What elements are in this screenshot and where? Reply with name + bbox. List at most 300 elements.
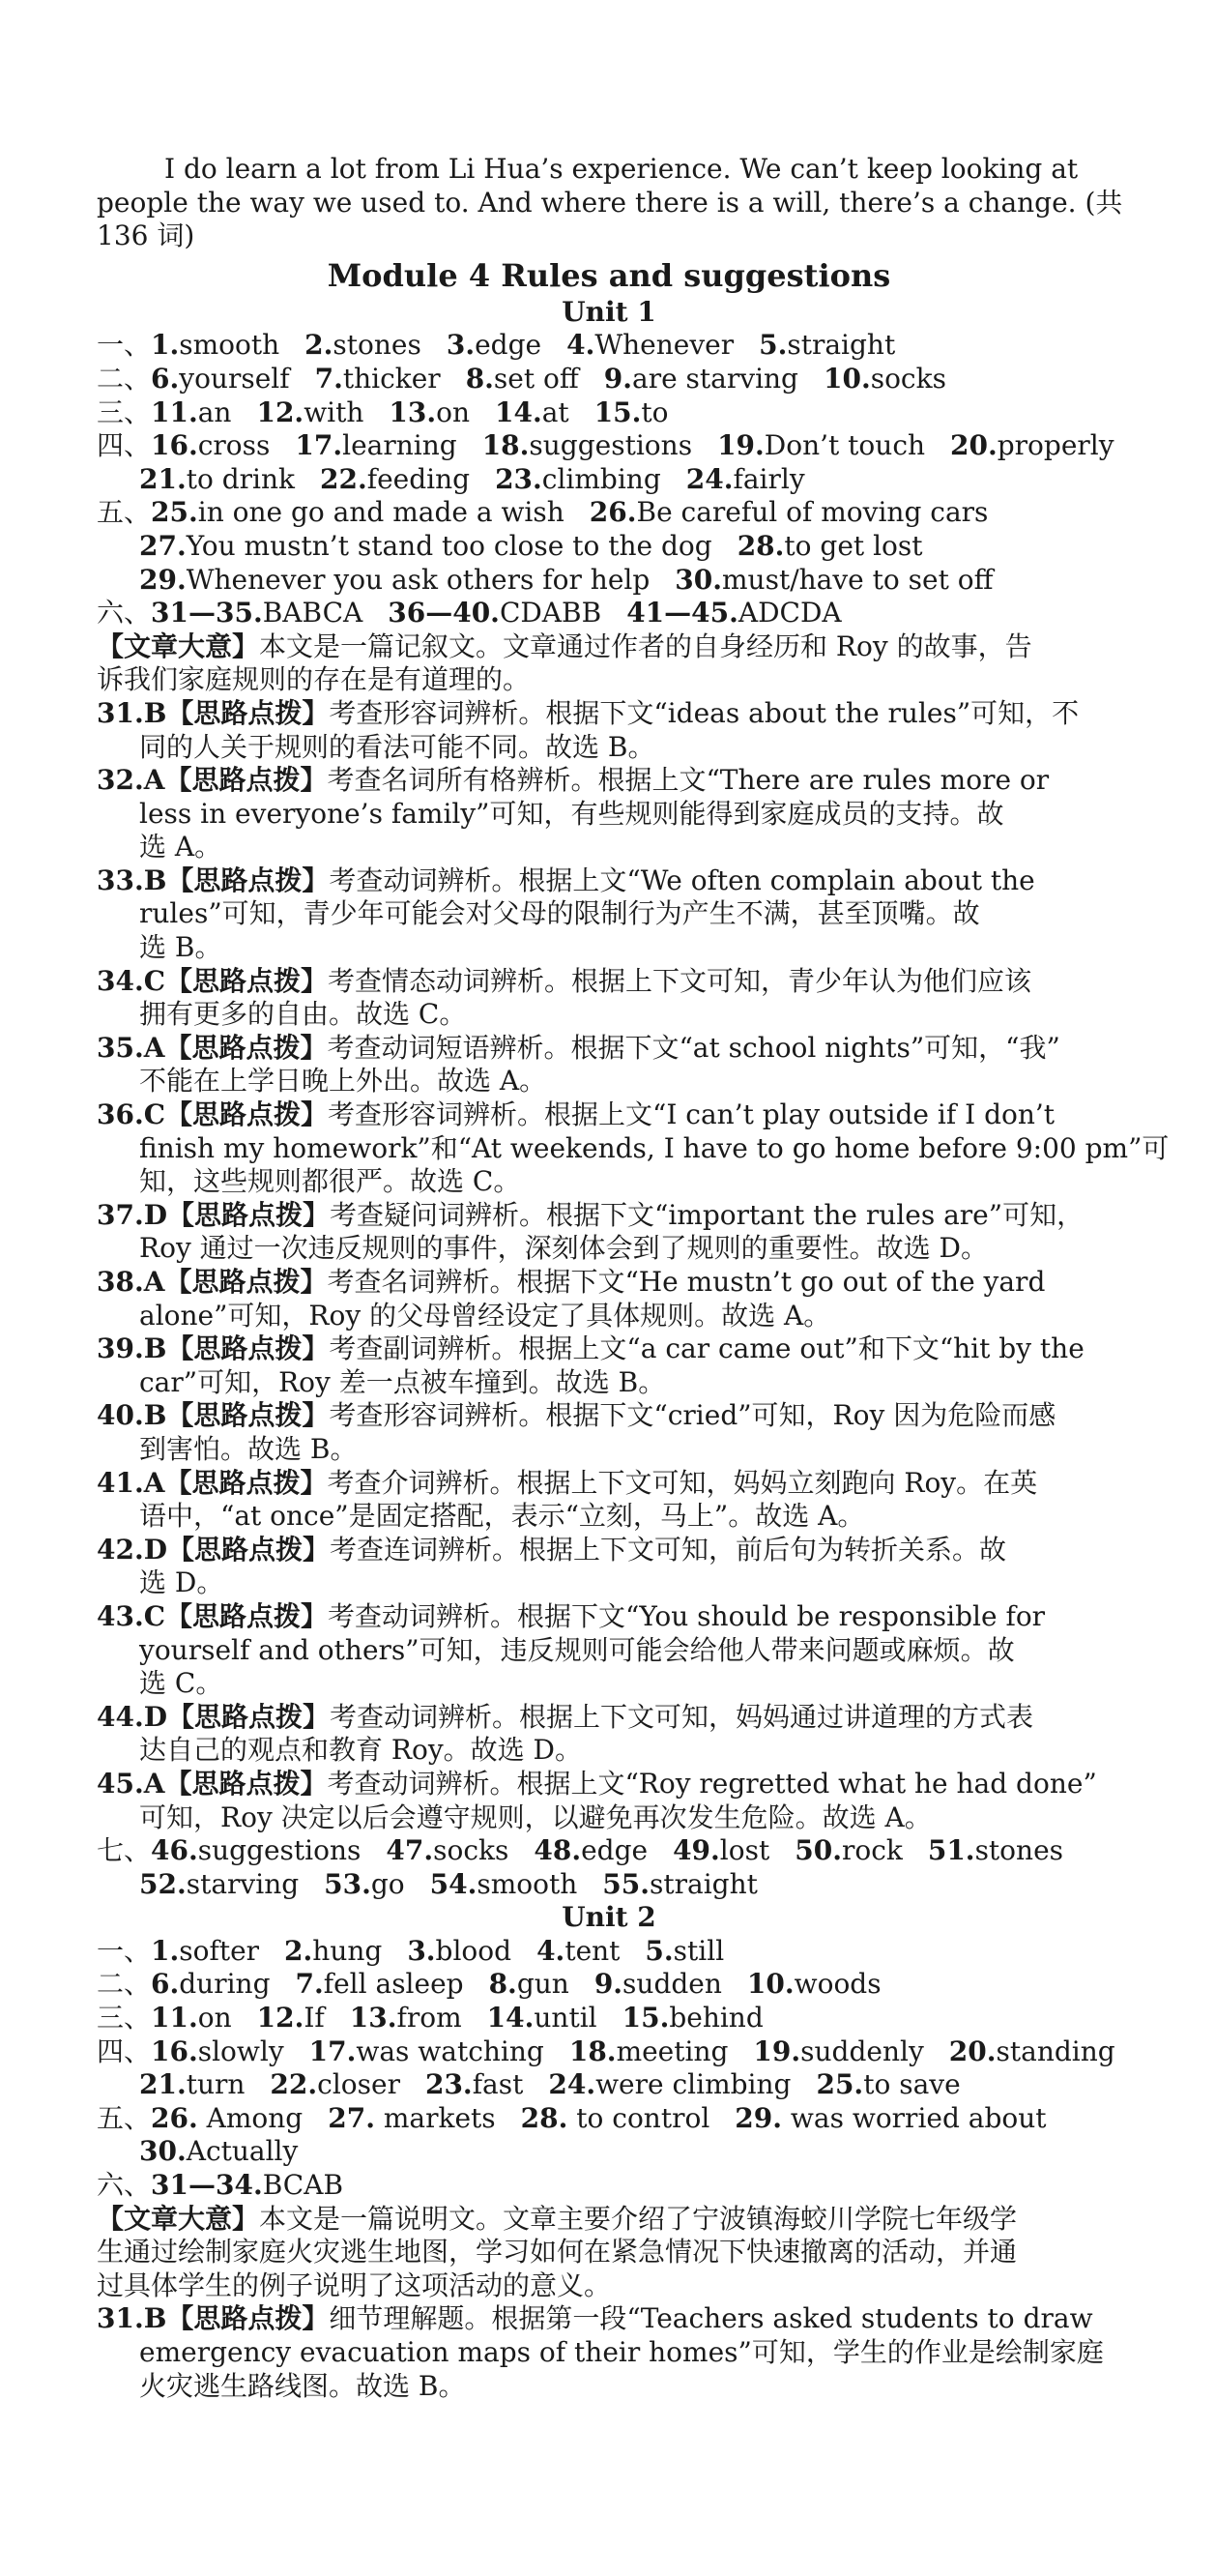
analysis-line bbox=[97, 1199, 1121, 1233]
question-number: 22. bbox=[270, 2068, 318, 2101]
question-number: 20. bbox=[948, 2034, 997, 2067]
answer-text: during bbox=[179, 1968, 271, 2001]
answer-text: suddenly bbox=[800, 2034, 924, 2067]
answer-row bbox=[97, 530, 1121, 564]
question-number: 52. bbox=[139, 1867, 187, 1900]
section-marker: 三、 bbox=[97, 395, 152, 428]
analysis-text: rules”可知，青少年可能会对父母的限制行为产生不满，甚至顶嘴。故 bbox=[139, 897, 980, 930]
question-number: 14. bbox=[495, 395, 542, 428]
answer-text: set off bbox=[493, 362, 579, 395]
analysis-answer: 37.D bbox=[97, 1198, 167, 1231]
question-number: 19. bbox=[717, 429, 765, 462]
analysis-answer: 45.A bbox=[97, 1767, 165, 1800]
answer-row bbox=[97, 597, 1121, 630]
summary-line: 诉我们家庭规则的存在是有道理的。 bbox=[97, 663, 531, 696]
analysis-line bbox=[97, 1634, 1121, 1668]
analysis-line bbox=[97, 897, 1121, 931]
analysis-answer: 31.B bbox=[97, 696, 167, 729]
question-number: 12. bbox=[256, 2002, 304, 2034]
question-number: 24. bbox=[548, 2068, 596, 2101]
analysis-tag: 【思路点拨】 bbox=[166, 864, 330, 896]
section-marker: 六、 bbox=[97, 597, 152, 629]
analysis-tag: 【思路点拨】 bbox=[165, 964, 329, 997]
analysis-tag: 【思路点拨】 bbox=[164, 1266, 328, 1298]
question-number: 18. bbox=[481, 429, 530, 462]
answer-text: fell asleep bbox=[323, 1968, 464, 2001]
answer-text: rock bbox=[841, 1834, 903, 1867]
analysis-line bbox=[97, 1131, 1170, 1166]
analysis-text: 考查连词辨析。根据上下文可知，前后句为转折关系。故 bbox=[330, 1533, 1007, 1566]
question-number: 18. bbox=[568, 2034, 617, 2067]
analysis-text: 考查情态动词辨析。根据上下文可知，青少年认为他们应该 bbox=[328, 964, 1032, 997]
answer-row bbox=[97, 329, 1121, 363]
answer-row bbox=[97, 396, 1121, 430]
analysis-tag: 【思路点拨】 bbox=[165, 1098, 329, 1131]
unit-title: Unit 2 bbox=[562, 1901, 656, 1934]
analysis-text: 拥有更多的自由。故选 C。 bbox=[139, 998, 467, 1031]
analysis-tag: 【思路点拨】 bbox=[164, 1466, 328, 1499]
analysis-tag: 【思路点拨】 bbox=[167, 1700, 331, 1733]
answer-text: properly bbox=[997, 429, 1114, 462]
answer-text: was worried about bbox=[782, 2101, 1047, 2134]
answer-text: cross bbox=[197, 429, 271, 462]
question-number: 25. bbox=[816, 2068, 864, 2101]
answer-text: until bbox=[534, 2002, 597, 2034]
analysis-tag: 【思路点拨】 bbox=[166, 2302, 330, 2335]
answer-text: BABCA bbox=[262, 597, 363, 629]
question-number: 17. bbox=[295, 429, 343, 462]
answer-text: from bbox=[396, 2002, 462, 2034]
answer-row bbox=[97, 463, 1121, 497]
answer-text: hung bbox=[312, 1934, 383, 1967]
answer-text: still bbox=[673, 1934, 725, 1967]
analysis-text: 细节理解题。根据第一段“Teachers asked students to draw bbox=[329, 2302, 1093, 2335]
analysis-line bbox=[97, 998, 1121, 1032]
answer-text: yourself bbox=[179, 362, 290, 395]
answer-text: Whenever bbox=[594, 329, 735, 362]
answer-row bbox=[97, 2002, 1121, 2035]
answer-text: If bbox=[304, 2002, 325, 2034]
analysis-line bbox=[97, 731, 1121, 765]
summary-line: 过具体学生的例子说明了这项活动的意义。 bbox=[97, 2269, 612, 2301]
question-number: 10. bbox=[746, 1968, 795, 2001]
analysis-answer: 42.D bbox=[97, 1533, 167, 1566]
analysis-text: 考查介词辨析。根据上下文可知，妈妈立刻跑向 Roy。在英 bbox=[327, 1466, 1038, 1499]
answer-row bbox=[97, 2169, 1121, 2203]
answer-text: learning bbox=[342, 429, 457, 462]
section-marker: 一、 bbox=[97, 1934, 152, 1967]
analysis-text: yourself and others”可知，违反规则可能会给他人带来问题或麻烦。故 bbox=[139, 1633, 1015, 1666]
answer-text: Don’t touch bbox=[764, 429, 926, 462]
analysis-text: 到害怕。故选 B。 bbox=[139, 1432, 358, 1465]
answer-text: blood bbox=[435, 1934, 512, 1967]
question-number: 14. bbox=[486, 2002, 535, 2034]
summary-text: 本文是一篇说明文。文章主要介绍了宁波镇海蛟川学院七年级学 bbox=[259, 2202, 1018, 2235]
question-number: 11. bbox=[151, 2002, 198, 2034]
answer-text: stones bbox=[333, 329, 421, 362]
answer-row bbox=[97, 1834, 1121, 1868]
analysis-line bbox=[97, 965, 1121, 999]
analysis-answer: 36.C bbox=[97, 1098, 165, 1131]
analysis-tag: 【思路点拨】 bbox=[166, 1399, 330, 1432]
analysis-answer: 31.B bbox=[97, 2302, 167, 2335]
question-number: 55. bbox=[602, 1867, 651, 1900]
question-number: 19. bbox=[753, 2034, 801, 2067]
question-number: 15. bbox=[593, 395, 642, 428]
analysis-answer: 41.A bbox=[97, 1466, 165, 1499]
summary-tag: 【文章大意】 bbox=[97, 2202, 260, 2235]
question-number: 21. bbox=[139, 2068, 187, 2101]
answer-text: to get lost bbox=[784, 529, 923, 562]
analysis-tag: 【思路点拨】 bbox=[167, 1198, 331, 1231]
answer-text: Whenever you ask others for help bbox=[186, 563, 651, 596]
section-marker: 四、 bbox=[97, 429, 152, 462]
question-number: 16. bbox=[151, 2034, 198, 2067]
answer-row bbox=[97, 2035, 1121, 2069]
analysis-answer: 34.C bbox=[97, 964, 165, 997]
question-number: 27. bbox=[328, 2101, 375, 2134]
analysis-text: 选 C。 bbox=[139, 1667, 223, 1700]
analysis-line bbox=[97, 1232, 1121, 1266]
question-number: 8. bbox=[465, 362, 494, 395]
module-title: Module 4 Rules and suggestions bbox=[327, 256, 891, 294]
question-number: 49. bbox=[673, 1834, 720, 1867]
question-number: 50. bbox=[795, 1834, 842, 1867]
question-number: 21. bbox=[139, 462, 187, 495]
section-marker: 四、 bbox=[97, 2034, 152, 2067]
analysis-line bbox=[97, 1534, 1121, 1567]
analysis-text: 选 B。 bbox=[139, 931, 222, 964]
answer-text: markets bbox=[374, 2101, 496, 2134]
section-marker: 六、 bbox=[97, 2169, 152, 2202]
answer-text: straight bbox=[787, 329, 896, 362]
answer-text: on bbox=[436, 395, 471, 428]
analysis-line bbox=[97, 831, 1121, 864]
section-marker: 一、 bbox=[97, 329, 152, 362]
answer-text: turn bbox=[186, 2068, 246, 2101]
analysis-line bbox=[97, 1399, 1121, 1433]
analysis-line bbox=[97, 1667, 1121, 1701]
answer-text: smooth bbox=[179, 329, 280, 362]
analysis-line bbox=[97, 798, 1121, 832]
analysis-answer: 43.C bbox=[97, 1599, 165, 1632]
section-marker: 七、 bbox=[97, 1834, 152, 1867]
analysis-text: 同的人关于规则的看法可能不同。故选 B。 bbox=[139, 730, 655, 763]
answer-text: thicker bbox=[342, 362, 441, 395]
answer-text: slowly bbox=[197, 2034, 284, 2067]
analysis-text: 考查名词辨析。根据下文“He mustn’t go out of the yard bbox=[327, 1266, 1046, 1298]
answer-text: starving bbox=[186, 1867, 300, 1900]
analysis-line bbox=[97, 1801, 1121, 1835]
analysis-line bbox=[97, 1566, 1121, 1600]
question-number: 17. bbox=[308, 2034, 357, 2067]
question-number: 5. bbox=[759, 329, 788, 362]
analysis-line bbox=[97, 764, 1121, 798]
analysis-line bbox=[97, 1366, 1121, 1400]
analysis-line bbox=[97, 2336, 1121, 2370]
analysis-answer: 44.D bbox=[97, 1700, 167, 1733]
answer-text: with bbox=[304, 395, 364, 428]
analysis-line bbox=[97, 931, 1121, 965]
analysis-line bbox=[97, 1065, 1121, 1098]
answer-row bbox=[97, 496, 1121, 530]
question-number: 3. bbox=[407, 1934, 436, 1967]
answer-text: fairly bbox=[733, 462, 805, 495]
question-number: 1. bbox=[151, 1934, 180, 1967]
analysis-text: 考查疑问词辨析。根据下文“important the rules are”可知， bbox=[330, 1198, 1085, 1231]
analysis-text: 火灾逃生路线图。故选 B。 bbox=[139, 2369, 466, 2402]
summary-line: 生通过绘制家庭火灾逃生地图，学习如何在紧急情况下快速撤离的活动，并通 bbox=[97, 2236, 1018, 2269]
answer-row bbox=[97, 1868, 1121, 1902]
answer-text: at bbox=[541, 395, 569, 428]
question-number: 25. bbox=[151, 496, 198, 529]
answer-text: suggestions bbox=[529, 429, 693, 462]
question-number: 36—40. bbox=[388, 597, 500, 629]
answer-text: straight bbox=[650, 1867, 758, 1900]
analysis-tag: 【思路点拨】 bbox=[165, 1599, 329, 1632]
answer-text: are starving bbox=[632, 362, 798, 395]
answer-text: an bbox=[197, 395, 232, 428]
answer-text: must/have to set off bbox=[722, 563, 994, 596]
answer-text: meeting bbox=[616, 2034, 729, 2067]
summary-tag: 【文章大意】 bbox=[97, 629, 260, 662]
answer-text: to drink bbox=[186, 462, 295, 495]
question-number: 10. bbox=[823, 362, 871, 395]
section-marker: 三、 bbox=[97, 2002, 152, 2034]
question-number: 26. bbox=[151, 2101, 198, 2134]
analysis-line bbox=[97, 1165, 1121, 1199]
question-number: 8. bbox=[488, 1968, 517, 2001]
question-number: 46. bbox=[151, 1834, 198, 1867]
question-number: 41—45. bbox=[626, 597, 738, 629]
analysis-tag: 【思路点拨】 bbox=[164, 1031, 328, 1064]
analysis-line bbox=[97, 697, 1121, 731]
analysis-line bbox=[97, 1600, 1121, 1634]
analysis-text: car”可知，Roy 差一点被车撞到。故选 B。 bbox=[139, 1365, 666, 1398]
answer-text: smooth bbox=[477, 1867, 578, 1900]
answer-row bbox=[97, 1935, 1121, 1969]
answer-text: climbing bbox=[541, 462, 661, 495]
analysis-text: 达自己的观点和教育 Roy。故选 D。 bbox=[139, 1734, 583, 1767]
analysis-text: 考查动词辨析。根据下文“You should be responsible for bbox=[328, 1599, 1046, 1632]
question-number: 7. bbox=[295, 1968, 324, 2001]
question-number: 6. bbox=[151, 1968, 180, 2001]
answer-text: in one go and made a wish bbox=[197, 496, 564, 529]
analysis-line bbox=[97, 2370, 1121, 2404]
intro-line: I do learn a lot from Li Hua’s experience. We can’t keep looking at bbox=[164, 153, 1079, 185]
question-number: 23. bbox=[424, 2068, 473, 2101]
analysis-text: alone”可知，Roy 的父母曾经设定了具体规则。故选 A。 bbox=[139, 1299, 831, 1332]
analysis-line bbox=[97, 1500, 1121, 1534]
question-number: 20. bbox=[950, 429, 998, 462]
analysis-line bbox=[97, 1098, 1121, 1132]
analysis-line bbox=[97, 1266, 1121, 1300]
question-number: 30. bbox=[139, 2135, 187, 2168]
answer-text: to control bbox=[567, 2101, 710, 2134]
intro-line: people the way we used to. And where there is a will, there’s a change. (共 bbox=[97, 186, 1123, 219]
analysis-text: 考查副词辨析。根据上文“a car came out”和下文“hit by the bbox=[329, 1332, 1085, 1365]
summary-line bbox=[97, 630, 1121, 664]
question-number: 27. bbox=[139, 529, 187, 562]
answer-text: softer bbox=[179, 1934, 260, 1967]
analysis-text: 考查形容词辨析。根据下文“cried”可知，Roy 因为危险而感 bbox=[329, 1399, 1056, 1432]
analysis-text: 选 D。 bbox=[139, 1566, 224, 1599]
answer-text: behind bbox=[669, 2002, 764, 2034]
analysis-text: 语中，“at once”是固定搭配，表示“立刻，马上”。故选 A。 bbox=[139, 1500, 865, 1533]
answer-text: You mustn’t stand too close to the dog bbox=[186, 529, 712, 562]
unit-title: Unit 1 bbox=[562, 295, 656, 328]
analysis-text: 选 A。 bbox=[139, 831, 222, 864]
analysis-tag: 【思路点拨】 bbox=[166, 696, 330, 729]
question-number: 5. bbox=[645, 1934, 674, 1967]
analysis-tag: 【思路点拨】 bbox=[164, 1767, 328, 1800]
question-number: 24. bbox=[685, 462, 734, 495]
analysis-text: 考查动词短语辨析。根据下文“at school nights”可知，“我” bbox=[327, 1031, 1060, 1064]
answer-text: woods bbox=[794, 1968, 882, 2001]
answer-text: on bbox=[197, 2002, 232, 2034]
answer-text: BCAB bbox=[262, 2169, 344, 2202]
question-number: 1. bbox=[151, 329, 180, 362]
page-content bbox=[97, 153, 1170, 2403]
analysis-list bbox=[97, 696, 1170, 1834]
analysis-tag: 【思路点拨】 bbox=[166, 1332, 330, 1365]
question-number: 3. bbox=[446, 329, 476, 362]
analysis-answer: 32.A bbox=[97, 764, 165, 797]
intro-line: 136 词) bbox=[97, 220, 195, 252]
analysis-text: 考查动词辨析。根据上下文可知，妈妈通过讲道理的方式表 bbox=[330, 1700, 1034, 1733]
answer-row bbox=[97, 363, 1121, 396]
question-number: 6. bbox=[151, 362, 180, 395]
analysis-line bbox=[97, 1032, 1121, 1066]
analysis-line bbox=[97, 1467, 1121, 1501]
answer-text: to bbox=[641, 395, 669, 428]
answer-text: socks bbox=[870, 362, 946, 395]
answer-text: CDABB bbox=[499, 597, 602, 629]
analysis-list bbox=[97, 2302, 1121, 2403]
question-number: 29. bbox=[139, 563, 187, 596]
question-number: 9. bbox=[593, 1968, 623, 2001]
answer-text: gun bbox=[516, 1968, 569, 2001]
answer-text: socks bbox=[433, 1834, 509, 1867]
answer-row bbox=[97, 429, 1121, 463]
analysis-line bbox=[97, 1332, 1121, 1366]
question-number: 22. bbox=[320, 462, 367, 495]
answer-text: was watching bbox=[356, 2034, 544, 2067]
answer-text: edge bbox=[581, 1834, 649, 1867]
section-marker: 二、 bbox=[97, 362, 152, 395]
question-number: 31—34. bbox=[151, 2169, 263, 2202]
analysis-tag: 【思路点拨】 bbox=[167, 1533, 331, 1566]
question-number: 7. bbox=[314, 362, 343, 395]
answer-text: fast bbox=[472, 2068, 524, 2101]
answer-text: were climbing bbox=[595, 2068, 792, 2101]
analysis-answer: 38.A bbox=[97, 1266, 165, 1298]
answer-text: feeding bbox=[366, 462, 471, 495]
question-number: 23. bbox=[495, 462, 542, 495]
answer-row bbox=[97, 2068, 1121, 2102]
answer-text: standing bbox=[996, 2034, 1115, 2067]
analysis-answer: 35.A bbox=[97, 1031, 165, 1064]
answer-text: tent bbox=[564, 1934, 621, 1967]
question-number: 12. bbox=[256, 395, 304, 428]
question-number: 28. bbox=[737, 529, 785, 562]
summary-text: 本文是一篇记叙文。文章通过作者的自身经历和 Roy 的故事，告 bbox=[259, 629, 1032, 662]
analysis-text: Roy 通过一次违反规则的事件，深刻体会到了规则的重要性。故选 D。 bbox=[139, 1232, 989, 1265]
answer-text: lost bbox=[719, 1834, 770, 1867]
question-number: 26. bbox=[589, 496, 637, 529]
answer-text: Actually bbox=[186, 2135, 299, 2168]
question-number: 29. bbox=[735, 2101, 783, 2134]
question-number: 4. bbox=[536, 1934, 565, 1967]
analysis-text: finish my homework”和“At weekends, I have to go home before 9:00 pm”可 bbox=[139, 1131, 1170, 1164]
question-number: 28. bbox=[520, 2101, 568, 2134]
answer-row bbox=[97, 2102, 1121, 2136]
section-marker: 二、 bbox=[97, 1968, 152, 2001]
analysis-answer: 40.B bbox=[97, 1399, 167, 1432]
answer-text: Be careful of moving cars bbox=[636, 496, 989, 529]
analysis-answer: 39.B bbox=[97, 1332, 167, 1365]
question-number: 2. bbox=[304, 329, 333, 362]
answer-row bbox=[97, 1968, 1121, 2002]
answer-text: stones bbox=[974, 1834, 1064, 1867]
question-number: 53. bbox=[324, 1867, 371, 1900]
analysis-text: 考查名词所有格辨析。根据上文“There are rules more or bbox=[327, 764, 1050, 797]
analysis-line bbox=[97, 2302, 1121, 2336]
question-number: 11. bbox=[151, 395, 198, 428]
analysis-line bbox=[97, 1701, 1121, 1735]
answer-text: ADCDA bbox=[738, 597, 842, 629]
question-number: 47. bbox=[386, 1834, 434, 1867]
answer-text: to save bbox=[863, 2068, 961, 2101]
question-number: 51. bbox=[927, 1834, 975, 1867]
answer-text: Among bbox=[197, 2101, 304, 2134]
section-marker: 五、 bbox=[97, 2101, 152, 2134]
answer-row bbox=[97, 2135, 1121, 2169]
question-number: 9. bbox=[603, 362, 632, 395]
analysis-answer: 33.B bbox=[97, 864, 167, 896]
answer-text: closer bbox=[317, 2068, 400, 2101]
analysis-text: 考查动词辨析。根据上文“Roy regretted what he had done” bbox=[327, 1767, 1097, 1800]
question-number: 31—35. bbox=[151, 597, 263, 629]
question-number: 16. bbox=[151, 429, 198, 462]
analysis-line bbox=[97, 1734, 1121, 1768]
answer-text: edge bbox=[475, 329, 542, 362]
analysis-text: 考查形容词辨析。根据上文“I can’t play outside if I don’t bbox=[328, 1098, 1056, 1131]
question-number: 2. bbox=[284, 1934, 313, 1967]
question-number: 4. bbox=[566, 329, 595, 362]
analysis-line bbox=[97, 1768, 1121, 1801]
analysis-text: 考查形容词辨析。根据下文“ideas about the rules”可知，不 bbox=[329, 696, 1080, 729]
analysis-text: emergency evacuation maps of their homes”可知，学生的作业是绘制家庭 bbox=[139, 2336, 1104, 2368]
analysis-line bbox=[97, 1433, 1121, 1467]
analysis-tag: 【思路点拨】 bbox=[164, 764, 328, 797]
analysis-text: 考查动词辨析。根据上文“We often complain about the bbox=[329, 864, 1035, 896]
question-number: 48. bbox=[534, 1834, 582, 1867]
analysis-text: less in everyone’s family”可知，有些规则能得到家庭成员的支持。故 bbox=[139, 797, 1004, 830]
analysis-text: 不能在上学日晚上外出。故选 A。 bbox=[139, 1065, 547, 1098]
analysis-text: 可知，Roy 决定以后会遵守规则，以避免再次发生危险。故选 A。 bbox=[139, 1800, 932, 1833]
answer-row bbox=[97, 564, 1121, 598]
summary-line bbox=[97, 2203, 1121, 2237]
answer-text: sudden bbox=[622, 1968, 722, 2001]
analysis-text: 知，这些规则都很严。故选 C。 bbox=[139, 1165, 521, 1198]
analysis-line bbox=[97, 864, 1121, 898]
question-number: 13. bbox=[389, 395, 437, 428]
question-number: 15. bbox=[622, 2002, 670, 2034]
question-number: 30. bbox=[675, 563, 722, 596]
answer-text: go bbox=[370, 1867, 405, 1900]
section-marker: 五、 bbox=[97, 496, 152, 529]
